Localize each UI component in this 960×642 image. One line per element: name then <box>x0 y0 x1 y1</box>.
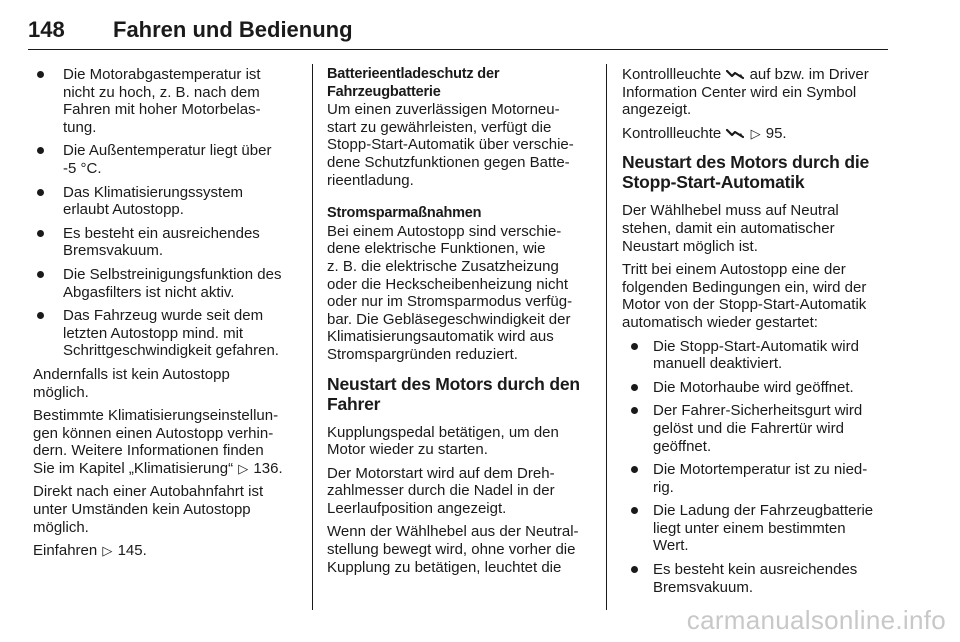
list-item: Die Stopp-Start-Automatik wird manuell deaktiviert. <box>622 338 890 373</box>
paragraph: Kontrollleuchte auf bzw. im Driver Information Center wird ein Symbol angezeigt. <box>622 66 869 119</box>
paragraph: Kontrollleuchte ▷ 95. <box>622 124 787 142</box>
bullet-icon <box>37 189 44 196</box>
autostop-indicator-icon <box>726 68 744 80</box>
column-1 <box>33 66 299 566</box>
paragraph: Andernfalls ist kein Autostopp möglich. <box>33 365 230 401</box>
page-header <box>28 14 888 50</box>
bullet-icon <box>37 147 44 154</box>
paragraph: Einfahren ▷ 145. <box>33 542 147 560</box>
page-reference-icon: ▷ <box>238 460 249 476</box>
bullet-icon <box>631 407 638 414</box>
list-item: Die Motorabgastemperatur ist nicht zu hoch, z. B. nach dem Fahren mit hoher Motorbelas- tung. <box>33 66 299 136</box>
bullet-icon <box>37 71 44 78</box>
paragraph: Der Motorstart wird auf dem Dreh- zahlmesser durch die Nadel in der Leerlaufposition angezeigt. <box>327 464 555 517</box>
column-divider <box>312 64 313 610</box>
column-2 <box>327 66 595 582</box>
restart-conditions-list <box>622 338 890 597</box>
paragraph: Bestimmte Klimatisierungseinstellun- gen können einen Autostopp verhin- dern. Weitere Informationen finden Sie im Kapitel „Klimatisierung“ ▷ 136. <box>33 407 283 477</box>
page-number: 148 <box>28 17 65 42</box>
watermark: carmanualsonline.info <box>686 605 946 635</box>
conditions-list <box>33 66 299 360</box>
list-item: Die Motortemperatur ist zu nied- rig. <box>622 461 890 496</box>
bullet-icon <box>631 466 638 473</box>
bullet-icon <box>37 271 44 278</box>
list-item: Die Außentemperatur liegt über -5 °C. <box>33 142 299 177</box>
list-item: Es besteht kein ausreichendes Bremsvakuum. <box>622 561 890 596</box>
page-reference-icon: ▷ <box>750 125 761 141</box>
bullet-icon <box>37 312 44 319</box>
list-item: Die Motorhaube wird geöffnet. <box>622 379 890 397</box>
list-item: Das Fahrzeug wurde seit dem letzten Autostopp mind. mit Schrittgeschwindigkeit gefahren. <box>33 307 299 360</box>
page-reference[interactable]: 145. <box>117 542 147 560</box>
bullet-icon <box>631 384 638 391</box>
paragraph: Direkt nach einer Autobahnfahrt ist unter Umständen kein Autostopp möglich. <box>33 483 264 536</box>
heading-restart-automatic: Neustart des Motors durch die Stopp-Start-Automatik <box>622 152 870 193</box>
list-item: Das Klimatisierungssystem erlaubt Autostopp. <box>33 184 299 219</box>
page-reference[interactable]: 95. <box>765 124 787 142</box>
heading-restart-driver: Neustart des Motors durch den Fahrer <box>327 373 580 414</box>
bullet-icon <box>631 343 638 350</box>
section-title: Fahren und Bedienung <box>113 17 353 42</box>
bullet-icon <box>631 566 638 573</box>
subheading-power-saving: Stromsparmaßnahmen <box>327 205 482 222</box>
list-item: Der Fahrer-Sicherheitsgurt wird gelöst und die Fahrertür wird geöffnet. <box>622 402 890 455</box>
list-item: Die Ladung der Fahrzeugbatterie liegt unter einem bestimmten Wert. <box>622 502 890 555</box>
paragraph: Um einen zuverlässigen Motorneu- start zu gewährleisten, verfügt die Stopp-Start-Automatik über verschie- dene Schutzfunktionen gegen Batte- rieentladung. <box>327 101 574 189</box>
paragraph: Wenn der Wählhebel aus der Neutral- stellung bewegt wird, ohne vorher die Kupplung zu betätigen, leuchtet die <box>327 523 579 576</box>
column-divider <box>606 64 607 610</box>
autostop-indicator-icon <box>726 127 744 139</box>
page-reference-icon: ▷ <box>102 543 113 559</box>
paragraph: Kupplungspedal betätigen, um den Motor wieder zu starten. <box>327 423 559 459</box>
list-item: Es besteht ein ausreichendes Bremsvakuum. <box>33 225 299 260</box>
column-3 <box>622 66 890 602</box>
list-item: Die Selbstreinigungsfunktion des Abgasfilters ist nicht aktiv. <box>33 266 299 301</box>
bullet-icon <box>37 230 44 237</box>
paragraph: Tritt bei einem Autostopp eine der folgenden Bedingungen ein, wird der Motor von der Stopp-Start-Automatik automatisch wieder gestartet: <box>622 261 867 331</box>
bullet-icon <box>631 507 638 514</box>
paragraph: Bei einem Autostopp sind verschie- dene elektrische Funktionen, wie z. B. die elektrische Zusatzheizung oder die Heckscheibenheizung nicht oder nur im Stromsparmodus verfüg- bar. Die Gebläsegeschwindigkeit der Klimatisierungsautomatik wird aus Stromspargründen reduziert. <box>327 222 573 363</box>
subheading-battery: Batterieentladeschutz der Fahrzeugbatterie <box>327 66 500 100</box>
page-reference[interactable]: 136. <box>253 459 283 477</box>
paragraph: Der Wählhebel muss auf Neutral stehen, damit ein automatischer Neustart möglich ist. <box>622 202 839 255</box>
